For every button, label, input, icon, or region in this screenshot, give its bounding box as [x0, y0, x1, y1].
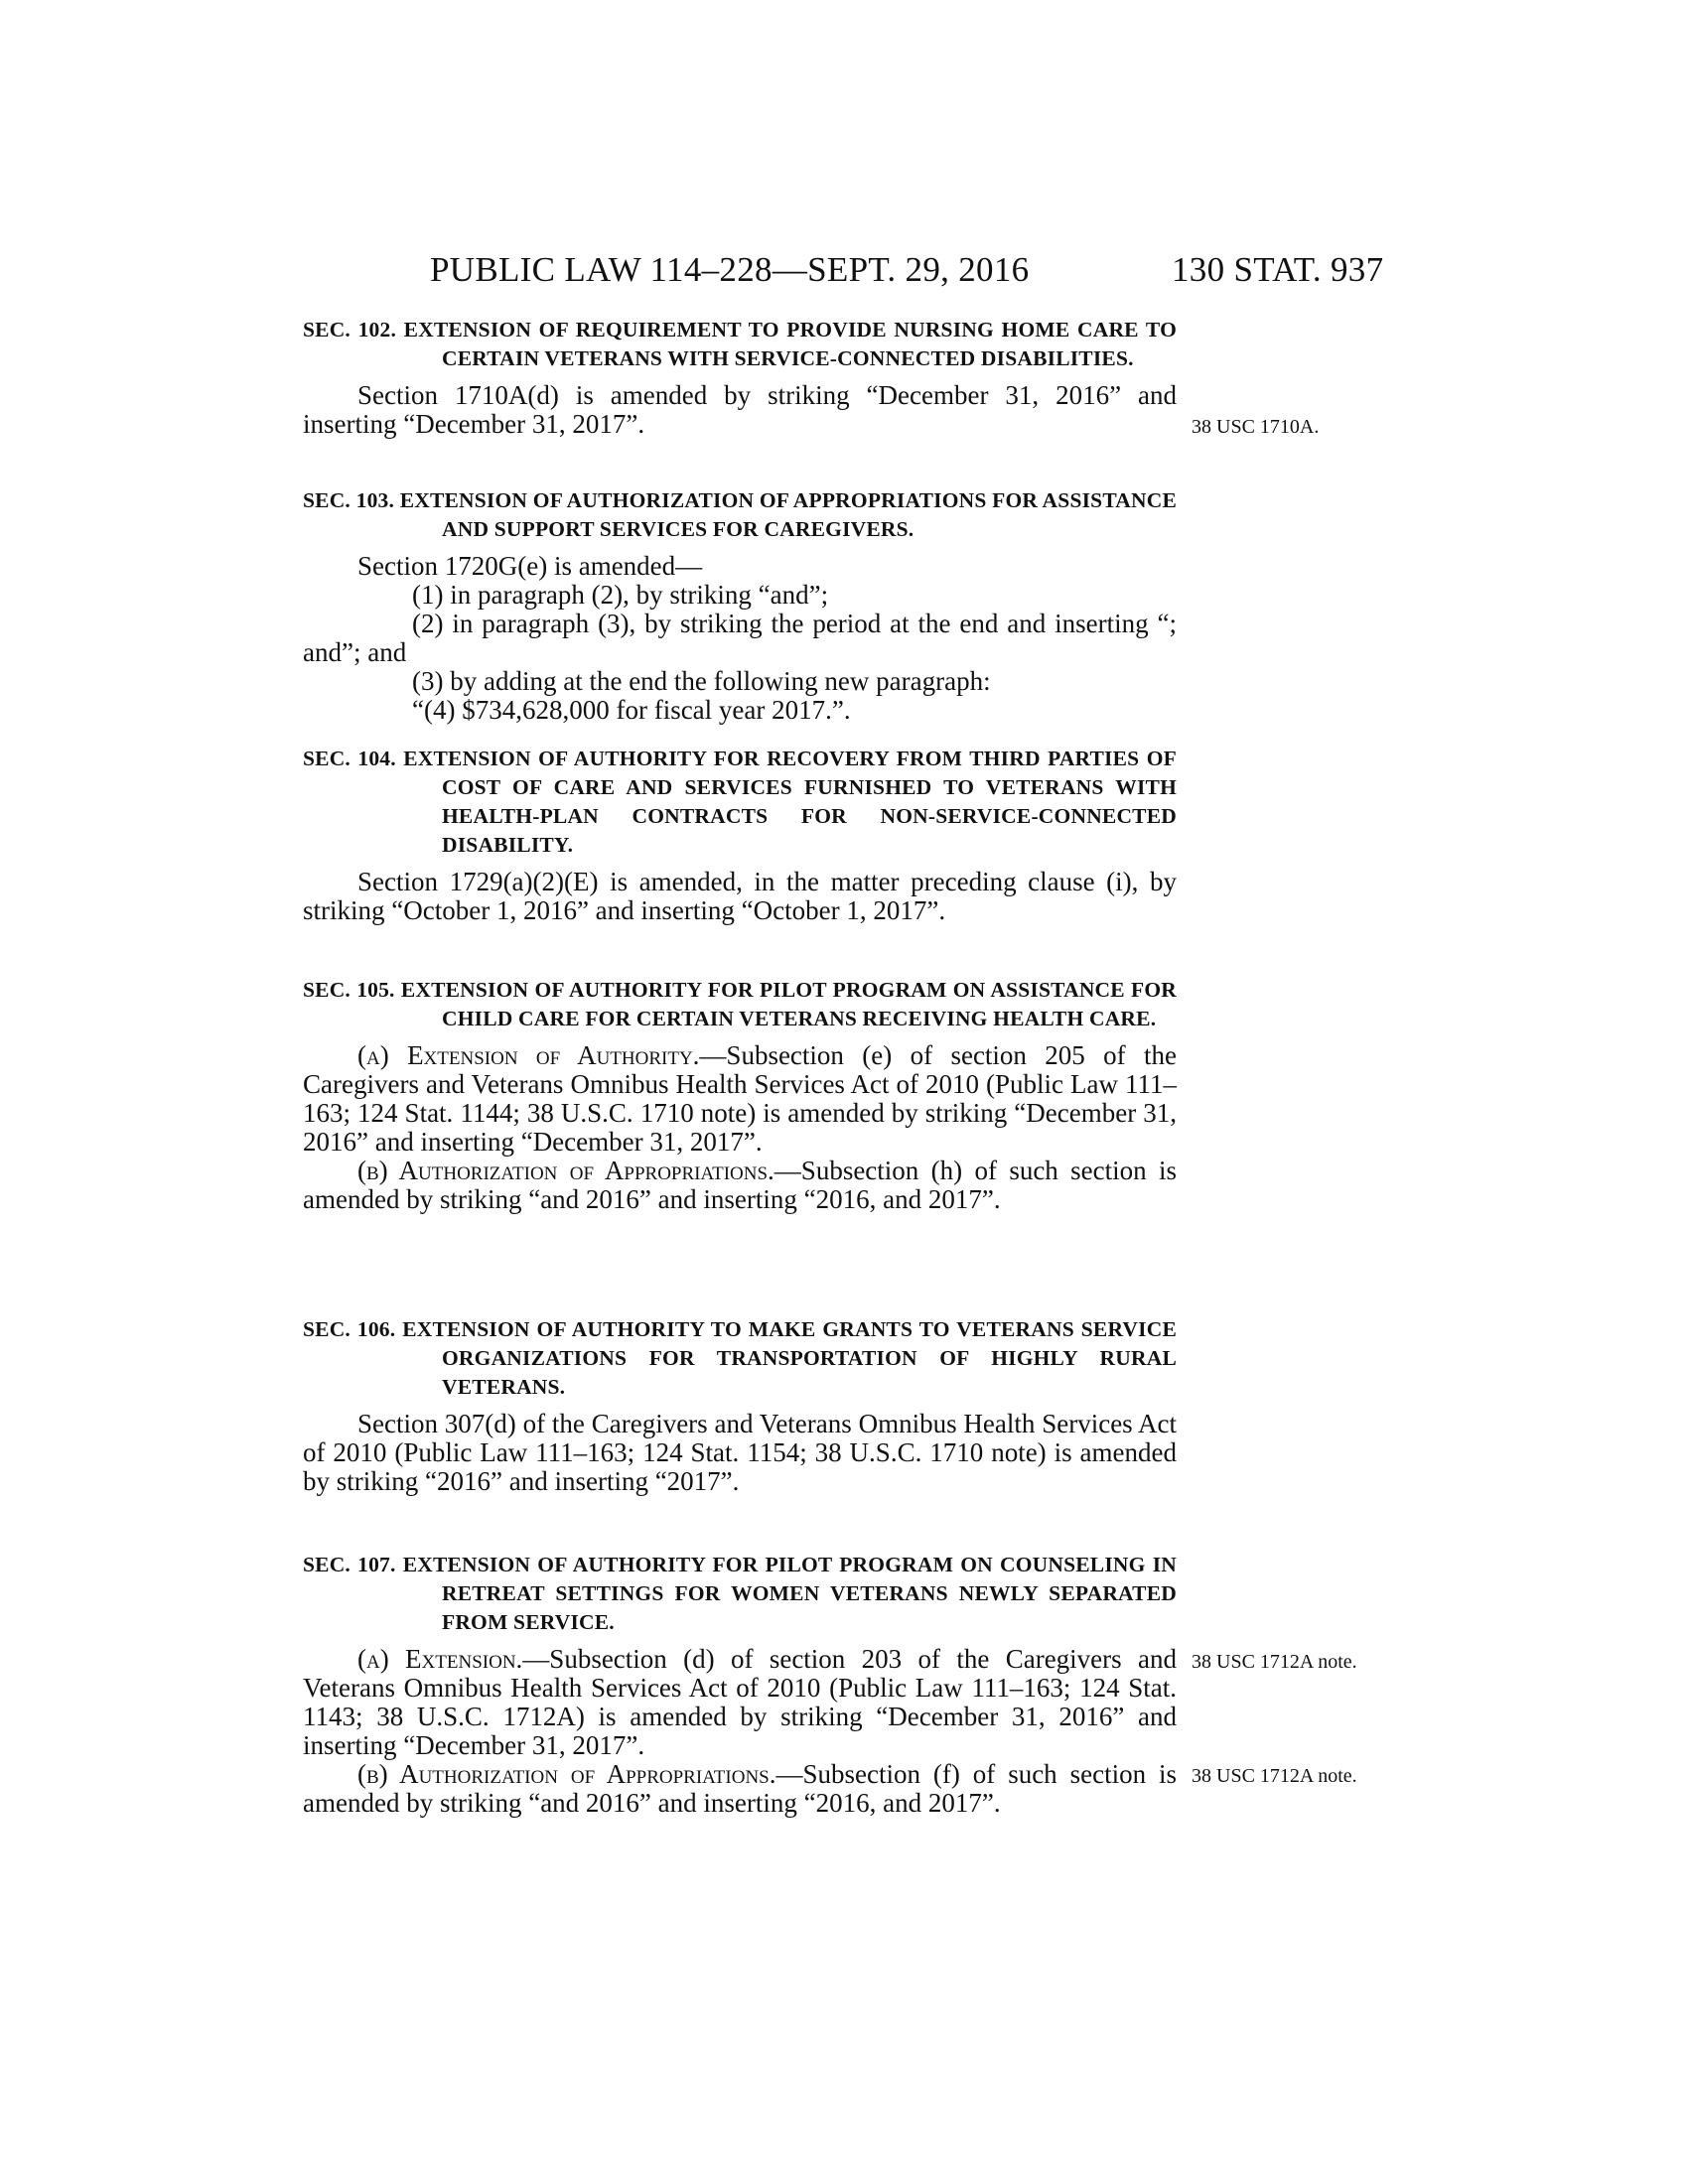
section-text: Section 307(d) of the Caregivers and Veterans Omnibus Health Services Act of 2010 (Public Law 111–163; 124 Stat. 1154; 38 U.S.C. 1710 note) is amended by striking “2016” and inserting “2017”.: [303, 1409, 1177, 1496]
section-text: Section 1729(a)(2)(E) is amended, in the matter preceding clause (i), by striking “October 1, 2016” and inserting “October 1, 2017”.: [303, 867, 1177, 925]
subsection-label: (b) Authorization of Appropriations.—: [357, 1759, 803, 1789]
statute-page-number: 130 STAT. 937: [1172, 250, 1384, 289]
subsection-text: Subsection (e) of section 205 of the Caregivers and Veterans Omnibus Health Services Act of 2010 (Public Law 111–163; 124 Stat. 1144; 38 U.S.C. 1710 note) is amended by striking “December 31, 2016” and inserting “December 31, 2017”.: [303, 1040, 1177, 1157]
subsection-label: (a) Extension.—: [357, 1644, 550, 1674]
subsection-label: (a) Extension of Authority.—: [357, 1040, 727, 1070]
section-text: Section 1710A(d) is amended by striking “December 31, 2016” and inserting “December 31, 2017”.: [303, 380, 1177, 439]
page-title: PUBLIC LAW 114–228—SEPT. 29, 2016: [430, 250, 1030, 289]
margin-note-citation: 38 USC 1710A.: [1192, 416, 1320, 438]
subsection-a: [303, 1645, 1177, 1760]
section-102: [303, 316, 1177, 439]
section-104: [303, 745, 1177, 925]
section-heading: SEC. 106. EXTENSION OF AUTHORITY TO MAKE GRANTS TO VETERANS SERVICE ORGANIZATIONS FOR TRANSPORTATION OF HIGHLY RURAL VETERANS.: [303, 1317, 1177, 1399]
subsection-text: Subsection (d) of section 203 of the Caregivers and Veterans Omnibus Health Services Act of 2010 (Public Law 111–163; 124 Stat. 1143; 38 U.S.C. 1712A) is amended by striking “December 31, 2016” and inserting “December 31, 2017”.: [303, 1644, 1178, 1760]
section-heading: SEC. 102. EXTENSION OF REQUIREMENT TO PROVIDE NURSING HOME CARE TO CERTAIN VETERANS WITH SERVICE-CONNECTED DISABILITIES.: [303, 318, 1177, 370]
section-105: [303, 976, 1177, 1214]
section-heading: SEC. 103. EXTENSION OF AUTHORIZATION OF APPROPRIATIONS FOR ASSISTANCE AND SUPPORT SERVICES FOR CAREGIVERS.: [303, 488, 1177, 541]
margin-note-citation: 38 USC 1712A note.: [1192, 1651, 1357, 1673]
subsection-text: Subsection (f) of such section is amended by striking “and 2016” and inserting “2016, and 2017”.: [303, 1759, 1178, 1818]
paragraph-item: (2) in paragraph (3), by striking the period at the end and inserting “; and”; and: [303, 609, 1177, 667]
subsection-b: [303, 1157, 1177, 1214]
paragraph-item: (1) in paragraph (2), by striking “and”;: [412, 580, 829, 610]
subsection-label: (b) Authorization of Appropriations.—: [357, 1156, 801, 1185]
paragraph-item: (3) by adding at the end the following new paragraph:: [412, 666, 991, 696]
quoted-paragraph: “(4) $734,628,000 for fiscal year 2017.”.: [412, 695, 851, 725]
subsection-b: [303, 1760, 1177, 1818]
section-heading: SEC. 107. EXTENSION OF AUTHORITY FOR PILOT PROGRAM ON COUNSELING IN RETREAT SETTINGS FOR WOMEN VETERANS NEWLY SEPARATED FROM SERVICE.: [303, 1553, 1177, 1634]
margin-note-citation: 38 USC 1712A note.: [1192, 1765, 1357, 1787]
section-heading: SEC. 104. EXTENSION OF AUTHORITY FOR RECOVERY FROM THIRD PARTIES OF COST OF CARE AND SERVICES FURNISHED TO VETERANS WITH HEALTH-PLAN CONTRACTS FOR NON-SERVICE-CONNECTED DISABILITY.: [303, 747, 1177, 857]
section-106: [303, 1315, 1177, 1496]
section-text: Section 1720G(e) is amended—: [357, 551, 703, 581]
subsection-a: [303, 1041, 1177, 1157]
section-107: [303, 1551, 1177, 1818]
section-heading: SEC. 105. EXTENSION OF AUTHORITY FOR PILOT PROGRAM ON ASSISTANCE FOR CHILD CARE FOR CERTAIN VETERANS RECEIVING HEALTH CARE.: [303, 978, 1177, 1030]
subsection-text: Subsection (h) of such section is amended by striking “and 2016” and inserting “2016, and 2017”.: [303, 1156, 1178, 1214]
section-103: [303, 486, 1177, 725]
